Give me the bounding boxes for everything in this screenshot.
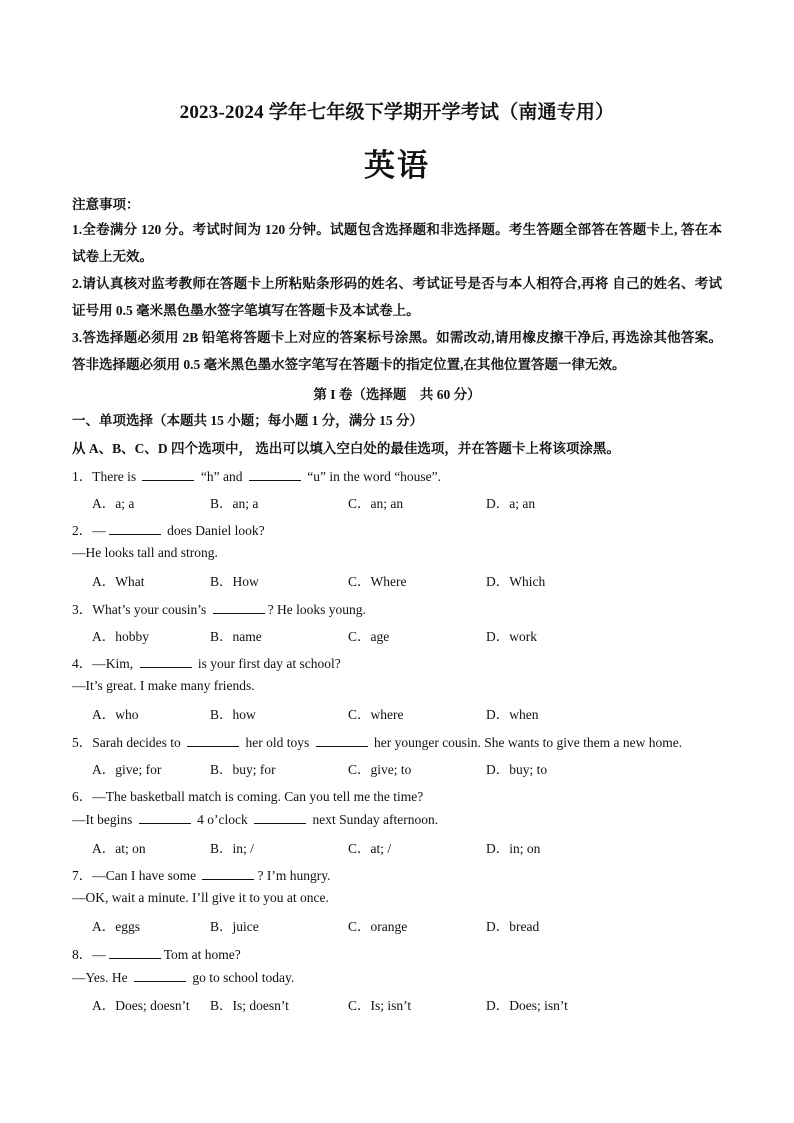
stem-text: ? I’m hungry. bbox=[257, 868, 331, 883]
stem-text: 4．—Kim, bbox=[72, 656, 137, 671]
answer-blank bbox=[213, 601, 265, 614]
stem-text: 5．Sarah decides to bbox=[72, 735, 185, 750]
stem-text: 2．— bbox=[72, 523, 106, 538]
answer-blank bbox=[316, 734, 368, 747]
stem-text: —It begins bbox=[72, 812, 136, 827]
answer-option: D．bread bbox=[486, 919, 540, 934]
answer-option: C．an; an bbox=[348, 496, 404, 511]
question-stem bbox=[72, 785, 423, 805]
stem-text: Tom at home? bbox=[163, 947, 241, 962]
notice-heading: 注意事项： bbox=[72, 197, 140, 212]
notice-item: 3.答选择题必须用 2B 铅笔将答题卡上对应的答案标号涂黑。如需改动,请用橡皮擦干净后, 再选涂其他答案。答非选择题必须用 0.5 毫米黑色墨水签字笔写在答题卡的指定位置,在其他位置答题一律无效。 bbox=[72, 330, 722, 372]
answer-option: D．a; an bbox=[486, 496, 536, 511]
stem-text: 1．There is bbox=[72, 469, 140, 484]
answer-option: D．when bbox=[486, 707, 539, 722]
stem-text: 4 o’clock bbox=[193, 812, 252, 827]
answer-blank bbox=[249, 468, 301, 481]
answer-option: A．hobby bbox=[92, 629, 149, 644]
notice-item: 1.全卷满分 120 分。考试时间为 120 分钟。试题包含选择题和非选择题。考生答题全部答在答题卡上, 答在本试卷上无效。 bbox=[72, 222, 722, 264]
stem-text: her younger cousin. She wants to give them a new home. bbox=[370, 735, 683, 750]
answer-option: C．Where bbox=[348, 574, 407, 589]
answer-option: C．age bbox=[348, 629, 390, 644]
answer-option: B．buy; for bbox=[210, 762, 276, 777]
answer-option: D．work bbox=[486, 629, 537, 644]
answer-option: B．how bbox=[210, 707, 256, 722]
instruction: 从 A、B、C、D 四个选项中， 选出可以填入空白处的最佳选项，并在答题卡上将该项涂黑。 bbox=[72, 441, 620, 456]
stem-text: ? He looks young. bbox=[267, 602, 366, 617]
answer-option: C．where bbox=[348, 707, 404, 722]
answer-option: A．who bbox=[92, 707, 139, 722]
answer-blank bbox=[140, 655, 192, 668]
stem-text: go to school today. bbox=[189, 970, 295, 985]
stem-text: next Sunday afternoon. bbox=[309, 812, 439, 827]
question-stem bbox=[72, 545, 218, 561]
question-stem bbox=[72, 519, 265, 539]
answer-blank bbox=[109, 946, 161, 959]
answer-option: A．What bbox=[92, 574, 145, 589]
answer-blank bbox=[202, 867, 254, 880]
answer-option: D．buy; to bbox=[486, 762, 548, 777]
answer-option: D．Does; isn’t bbox=[486, 998, 568, 1013]
stem-text: —Yes. He bbox=[72, 970, 132, 985]
answer-option: B．in; / bbox=[210, 841, 254, 856]
question-stem bbox=[72, 652, 341, 672]
answer-option: C．at; / bbox=[348, 841, 392, 856]
answer-option: D．in; on bbox=[486, 841, 541, 856]
stem-text: —It’s great. I make many friends. bbox=[72, 678, 255, 693]
answer-option: C．give; to bbox=[348, 762, 412, 777]
answer-option: A．eggs bbox=[92, 919, 140, 934]
question-stem bbox=[72, 731, 682, 751]
answer-blank bbox=[254, 811, 306, 824]
answer-blank bbox=[142, 468, 194, 481]
question-stem bbox=[72, 943, 241, 963]
answer-option: A．Does; doesn’t bbox=[92, 998, 190, 1013]
stem-text: “h” and bbox=[197, 469, 246, 484]
stem-text: “u” in the word “house”. bbox=[303, 469, 442, 484]
exam-title: 2023-2024 学年七年级下学期开学考试（南通专用） bbox=[179, 102, 615, 123]
question-stem bbox=[72, 678, 255, 694]
question-stem bbox=[72, 465, 441, 485]
stem-text: 6．—The basketball match is coming. Can you tell me the time? bbox=[72, 789, 424, 804]
stem-text: 3．What’s your cousin’s bbox=[72, 602, 210, 617]
answer-option: A．at; on bbox=[92, 841, 146, 856]
stem-text: —OK, wait a minute. I’ll give it to you at once. bbox=[72, 890, 329, 905]
question-stem bbox=[72, 598, 366, 618]
stem-text: her old toys bbox=[242, 735, 313, 750]
answer-blank bbox=[109, 522, 161, 535]
answer-blank bbox=[187, 734, 239, 747]
answer-option: B．juice bbox=[210, 919, 259, 934]
answer-blank bbox=[134, 969, 186, 982]
answer-option: B．name bbox=[210, 629, 262, 644]
answer-option: A．give; for bbox=[92, 762, 162, 777]
subject-title: 英语 bbox=[364, 148, 430, 183]
notice-item: 2.请认真核对监考教师在答题卡上所粘贴条形码的姓名、考试证号是否与本人相符合,再将 自己的姓名、考试证号用 0.5 毫米黑色墨水签字笔填写在答题卡及本试卷上。 bbox=[72, 276, 722, 318]
answer-option: B．an; a bbox=[210, 496, 259, 511]
question-stem bbox=[72, 890, 329, 906]
stem-text: does Daniel look? bbox=[163, 523, 265, 538]
stem-text: 8．— bbox=[72, 947, 106, 962]
part-title: 第 I 卷（选择题 共 60 分） bbox=[313, 387, 481, 402]
question-stem bbox=[72, 864, 330, 884]
answer-blank bbox=[139, 811, 191, 824]
answer-option: B．Is; doesn’t bbox=[210, 998, 289, 1013]
stem-text: is your first day at school? bbox=[194, 656, 341, 671]
question-stem bbox=[72, 969, 294, 986]
answer-option: D．Which bbox=[486, 574, 546, 589]
answer-option: C．Is; isn’t bbox=[348, 998, 412, 1013]
answer-option: B．How bbox=[210, 574, 259, 589]
stem-text: 7．—Can I have some bbox=[72, 868, 200, 883]
stem-text: —He looks tall and strong. bbox=[72, 545, 218, 560]
answer-option: C．orange bbox=[348, 919, 408, 934]
section-title: 一、单项选择（本题共 15 小题；每小题 1 分，满分 15 分） bbox=[72, 413, 423, 428]
question-stem bbox=[72, 811, 438, 828]
answer-option: A．a; a bbox=[92, 496, 135, 511]
